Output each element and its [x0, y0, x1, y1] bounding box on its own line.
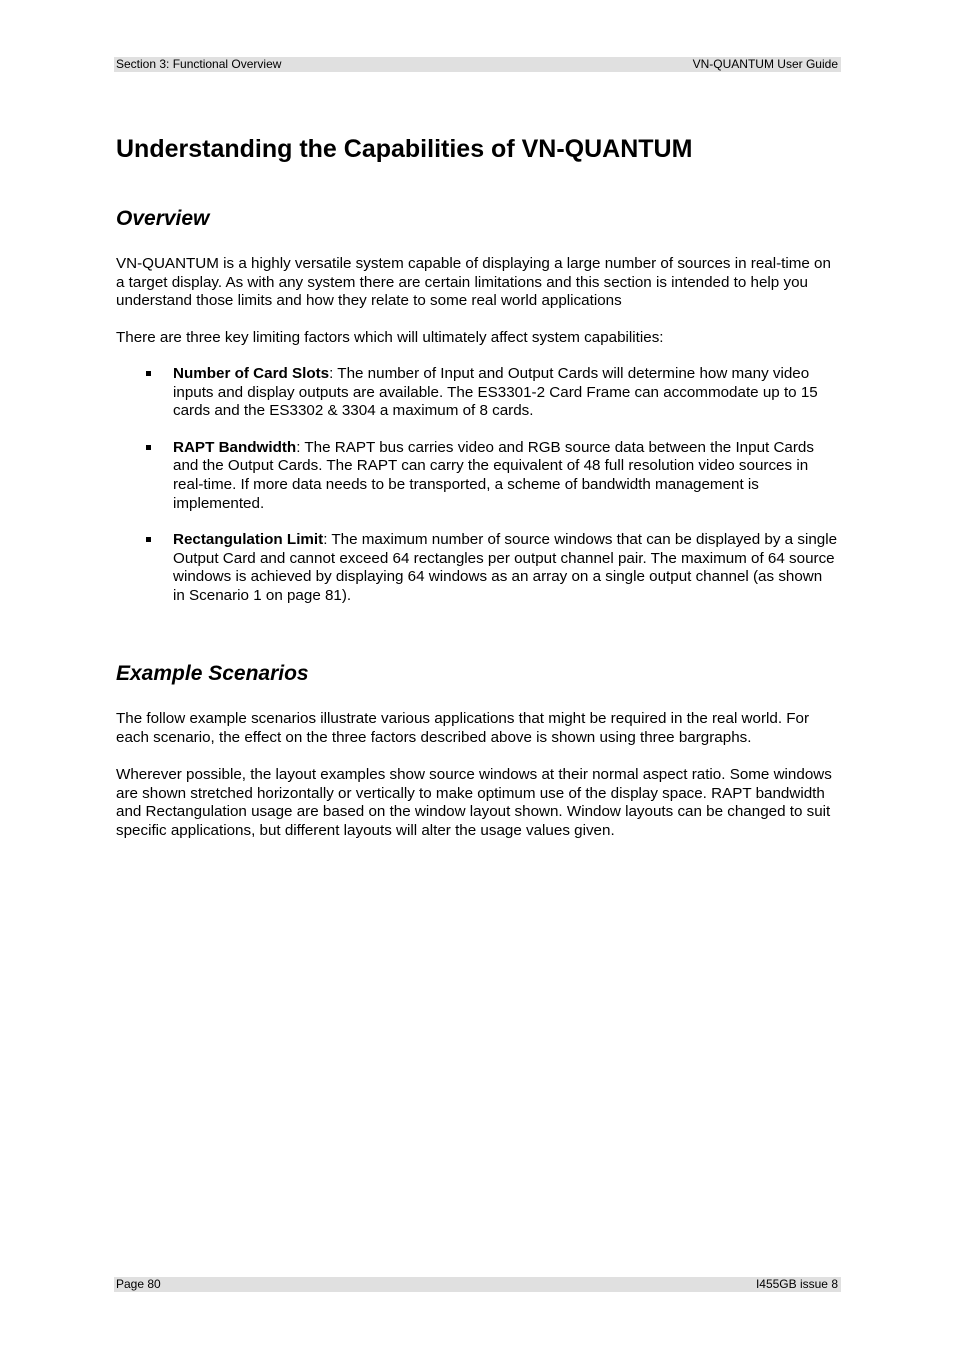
bullet-square-icon — [146, 445, 151, 450]
header-section-title: Section 3: Functional Overview — [116, 57, 282, 71]
overview-paragraph-1: VN-QUANTUM is a highly versatile system capable of displaying a large number of sources in real-time on a target display. As with any system there are certain limitations and this section is intended to help you understand those limits and how they relate to some real world applications — [116, 255, 831, 310]
bullet-term: RAPT Bandwidth — [173, 438, 297, 456]
examples-paragraph-2: Wherever possible, the layout examples show source windows at their normal aspect ratio. Some windows are shown stretched horizontally or vertically to make optimum use of the display space. RAPT bandwidth and Rectangulation usage are based on the window layout shown. Window layouts can be changed to suit specific applications, but different layouts will alter the usage values given. — [116, 766, 832, 839]
examples-paragraph-1: The follow example scenarios illustrate various applications that might be required in the real world. For each scenario, the effect on the three factors described above is shown using three bargraphs. — [116, 710, 810, 746]
bullet-square-icon — [146, 537, 151, 542]
list-item-rectangulation-limit — [116, 531, 838, 605]
overview-paragraph-2: There are three key limiting factors which will ultimately affect system capabilities: — [116, 329, 664, 346]
footer-document-issue: I455GB issue 8 — [755, 1277, 838, 1291]
header-guide-title: VN-QUANTUM User Guide — [692, 57, 838, 71]
example-scenarios-heading: Example Scenarios — [116, 662, 309, 685]
bullet-text: : The maximum number of source windows that can be displayed by a single Output Card and cannot exceed 64 rectangles per output channel pair. The maximum of 64 source windows is achieved by displaying 64 windows as an array on a single output channel (as shown in Scenario 1 on page 81). — [173, 531, 838, 604]
list-item-rapt-bandwidth — [116, 439, 838, 513]
bullet-text: : The RAPT bus carries video and RGB source data between the Input Cards and the Output Cards. The RAPT can carry the equivalent of 48 full resolution video sources in real-time. If more data needs to be transported, a scheme of bandwidth management is implemented. — [173, 438, 814, 512]
bullet-text: : The number of Input and Output Cards will determine how many video inputs and display outputs are available. The ES3301-2 Card Frame can accommodate up to 15 cards and the ES3302 & 3304 a maximum of 8 cards. — [173, 365, 818, 420]
list-item-card-slots — [116, 365, 838, 421]
bullet-term: Number of Card Slots — [173, 365, 330, 382]
bullet-term: Rectangulation Limit — [173, 531, 324, 549]
bullet-square-icon — [146, 371, 151, 376]
page-footer — [114, 1277, 841, 1292]
limiting-factors-list — [116, 365, 838, 624]
overview-heading: Overview — [116, 207, 210, 230]
page-title: Understanding the Capabilities of VN-QUANTUM — [116, 135, 693, 163]
footer-page-number: Page 80 — [116, 1277, 161, 1291]
page-header — [114, 57, 841, 72]
